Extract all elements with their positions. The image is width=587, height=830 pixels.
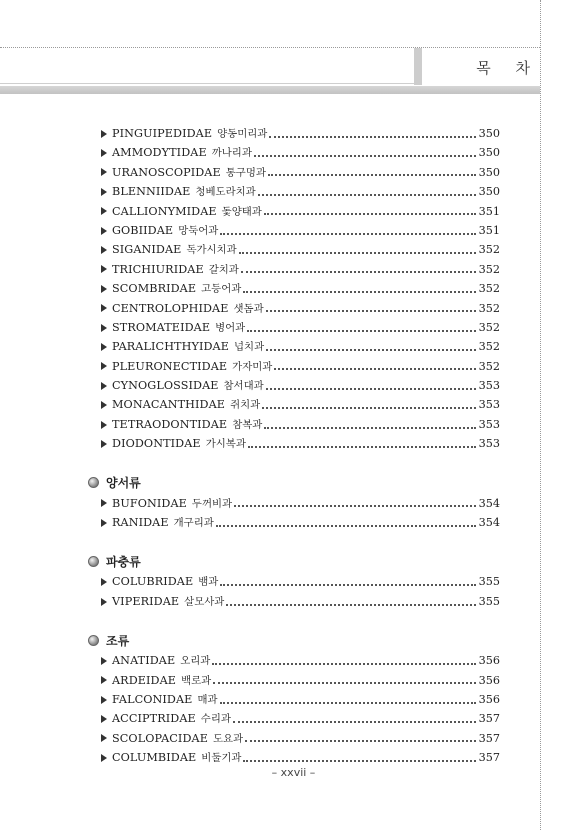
entry-korean-name: 넙치과 — [234, 341, 265, 354]
entry-page-number: 351 — [478, 223, 500, 237]
dot-leader — [262, 407, 476, 409]
entry-page-number: 354 — [478, 496, 500, 510]
entry-family-name: SIGANIDAE — [112, 243, 182, 257]
dot-leader — [258, 194, 476, 196]
entry-family-name: PINGUIPEDIDAE — [112, 127, 213, 140]
triangle-bullet-icon — [101, 246, 107, 254]
dot-leader — [247, 330, 476, 332]
dot-leader — [226, 604, 476, 606]
header-tab — [414, 48, 422, 85]
toc-entry[interactable] — [100, 221, 500, 240]
triangle-bullet-icon — [101, 130, 107, 138]
entry-family-name: SCOLOPACIDAE — [112, 731, 208, 745]
entry-page-number: 353 — [478, 398, 500, 412]
dot-leader — [213, 682, 476, 684]
toc-entry[interactable] — [100, 182, 500, 201]
entry-korean-name: 고등어과 — [201, 283, 242, 296]
entry-family-name: CENTROLOPHIDAE — [112, 301, 229, 315]
entry-family-name: FALCONIDAE — [112, 692, 193, 706]
entry-korean-name: 수리과 — [200, 713, 231, 726]
entry-korean-name: 청베도라치과 — [195, 186, 256, 199]
triangle-bullet-icon — [101, 715, 107, 723]
entry-korean-name: 양동미리과 — [217, 128, 268, 140]
section-bullet-icon — [88, 635, 99, 646]
toc-entry[interactable] — [100, 709, 500, 728]
entry-family-name: GOBIIDAE — [112, 223, 174, 237]
entry-korean-name: 망둑어과 — [178, 224, 219, 237]
triangle-bullet-icon — [101, 207, 107, 215]
dot-leader — [264, 213, 476, 215]
entry-korean-name: 참서대과 — [223, 380, 264, 393]
triangle-bullet-icon — [101, 598, 107, 606]
entry-korean-name: 개구리과 — [173, 517, 214, 530]
dot-leader — [254, 155, 476, 157]
entry-family-name: VIPERIDAE — [112, 594, 180, 608]
entry-family-name: AMMODYTIDAE — [112, 146, 207, 160]
toc-group — [100, 629, 500, 767]
toc-group — [100, 472, 500, 533]
dot-leader — [212, 663, 476, 665]
dot-leader — [248, 446, 476, 448]
entry-page-number: 353 — [478, 437, 500, 451]
entry-page-number: 353 — [478, 417, 500, 431]
toc-entry[interactable] — [100, 143, 500, 162]
entry-page-number: 350 — [478, 185, 500, 199]
entry-page-number: 350 — [478, 127, 500, 140]
entry-family-name: ACCIPTRIDAE — [112, 712, 196, 726]
entry-page-number: 357 — [478, 731, 500, 745]
triangle-bullet-icon — [101, 578, 107, 586]
triangle-bullet-icon — [101, 734, 107, 742]
toc-entry[interactable] — [100, 163, 500, 182]
section-title: 양서류 — [106, 476, 141, 491]
entry-korean-name: 갈치과 — [208, 263, 239, 276]
entry-korean-name: 참복과 — [232, 418, 263, 431]
entry-korean-name: 병어과 — [215, 321, 246, 334]
entry-family-name: BLENNIIDAE — [112, 185, 191, 199]
toc-entry[interactable] — [100, 434, 500, 453]
triangle-bullet-icon — [101, 676, 107, 684]
toc-entry[interactable] — [100, 651, 500, 670]
entry-page-number: 352 — [478, 359, 500, 373]
entry-family-name: TRICHIURIDAE — [112, 262, 204, 276]
triangle-bullet-icon — [101, 696, 107, 704]
toc-entry[interactable] — [100, 318, 500, 337]
entry-family-name: CYNOGLOSSIDAE — [112, 379, 219, 393]
dot-leader — [266, 388, 476, 390]
section-bullet-icon — [88, 477, 99, 488]
entry-page-number: 350 — [478, 165, 500, 179]
toc-entry[interactable] — [100, 124, 500, 143]
entry-page-number: 352 — [478, 320, 500, 334]
dot-leader — [243, 291, 476, 293]
entry-korean-name: 통구멍과 — [225, 166, 266, 179]
toc-entry[interactable] — [100, 240, 500, 259]
section-heading — [88, 550, 500, 572]
section-title: 조류 — [106, 633, 130, 648]
entry-korean-name: 도요과 — [212, 732, 244, 745]
toc-entry[interactable] — [100, 299, 500, 318]
toc-entry[interactable] — [100, 415, 500, 434]
triangle-bullet-icon — [101, 499, 107, 507]
triangle-bullet-icon — [101, 188, 107, 196]
toc-entry[interactable] — [100, 357, 500, 376]
triangle-bullet-icon — [101, 754, 107, 762]
toc-entry[interactable] — [100, 337, 500, 356]
entry-page-number: 352 — [478, 340, 500, 354]
triangle-bullet-icon — [101, 519, 107, 527]
dot-leader — [241, 271, 476, 273]
dot-leader — [243, 760, 476, 762]
entry-page-number: 352 — [478, 301, 500, 315]
entry-page-number: 351 — [478, 204, 500, 218]
triangle-bullet-icon — [101, 343, 107, 351]
triangle-bullet-icon — [101, 421, 107, 429]
entry-korean-name: 두꺼비과 — [191, 497, 233, 510]
toc-entry[interactable] — [100, 592, 500, 611]
toc-entry[interactable] — [100, 748, 500, 767]
entry-korean-name: 오리과 — [180, 655, 211, 668]
table-of-contents — [100, 124, 500, 768]
entry-korean-name: 샛돔과 — [233, 302, 264, 315]
header-bar — [0, 86, 540, 94]
triangle-bullet-icon — [101, 168, 107, 176]
entry-page-number: 356 — [478, 673, 500, 687]
entry-family-name: PARALICHTHYIDAE — [112, 340, 229, 354]
toc-entry[interactable] — [100, 513, 500, 532]
page-number: – xxvii – — [271, 766, 316, 779]
triangle-bullet-icon — [101, 382, 107, 390]
entry-family-name: COLUMBIDAE — [112, 751, 197, 765]
toc-entry[interactable] — [100, 395, 500, 414]
toc-entry[interactable] — [100, 202, 500, 221]
entry-korean-name: 독가시치과 — [186, 244, 237, 257]
section-bullet-icon — [88, 556, 99, 567]
triangle-bullet-icon — [101, 324, 107, 332]
entry-page-number: 352 — [478, 243, 500, 257]
triangle-bullet-icon — [101, 149, 107, 157]
entry-korean-name: 백로과 — [181, 674, 212, 687]
toc-entry[interactable] — [100, 260, 500, 279]
dot-leader — [274, 368, 476, 370]
entry-korean-name: 쥐치과 — [230, 399, 261, 412]
section-heading — [88, 472, 500, 494]
entry-korean-name: 가자미과 — [232, 360, 273, 373]
entry-korean-name: 가시복과 — [205, 438, 246, 451]
dot-leader — [239, 252, 476, 254]
entry-family-name: TETRAODONTIDAE — [112, 417, 228, 431]
entry-page-number: 356 — [478, 692, 500, 706]
toc-entry[interactable] — [100, 690, 500, 709]
dot-leader — [268, 174, 476, 176]
triangle-bullet-icon — [101, 401, 107, 409]
triangle-bullet-icon — [101, 657, 107, 665]
triangle-bullet-icon — [101, 265, 107, 273]
entry-family-name: DIODONTIDAE — [112, 437, 201, 451]
triangle-bullet-icon — [101, 227, 107, 235]
dot-leader — [264, 427, 476, 429]
entry-korean-name: 까나리과 — [211, 147, 252, 160]
dot-leader — [266, 310, 476, 312]
section-heading — [88, 629, 500, 651]
toc-entry[interactable] — [100, 572, 500, 591]
entry-korean-name: 매과 — [197, 693, 218, 706]
toc-entry[interactable] — [100, 729, 500, 748]
entry-family-name: BUFONIDAE — [112, 496, 187, 510]
dot-leader — [245, 740, 476, 742]
entry-family-name: ARDEIDAE — [112, 673, 177, 687]
entry-page-number: 355 — [478, 575, 500, 589]
entry-page-number: 356 — [478, 654, 500, 668]
dot-leader — [216, 525, 476, 527]
triangle-bullet-icon — [101, 304, 107, 312]
toc-entry[interactable] — [100, 494, 500, 513]
dot-leader — [220, 233, 476, 235]
entry-page-number: 354 — [478, 516, 500, 530]
entry-family-name: CALLIONYMIDAE — [112, 204, 217, 218]
entry-page-number: 352 — [478, 262, 500, 276]
entry-family-name: ANATIDAE — [112, 654, 176, 668]
page-edge-vertical — [540, 0, 541, 830]
entry-page-number: 352 — [478, 282, 500, 296]
entry-family-name: COLUBRIDAE — [112, 575, 194, 589]
dot-leader — [220, 584, 476, 586]
page-title: 목 차 — [476, 59, 540, 77]
entry-page-number: 350 — [478, 146, 500, 160]
entry-page-number: 357 — [478, 712, 500, 726]
dot-leader — [234, 505, 476, 507]
entry-korean-name: 뱀과 — [198, 576, 219, 589]
dot-leader — [266, 349, 476, 351]
toc-group — [100, 124, 500, 454]
entry-family-name: URANOSCOPIDAE — [112, 165, 221, 179]
entry-family-name: STROMATEIDAE — [112, 320, 211, 334]
toc-group — [100, 550, 500, 611]
triangle-bullet-icon — [101, 440, 107, 448]
toc-entry[interactable] — [100, 671, 500, 690]
entry-korean-name: 살모사과 — [184, 595, 225, 608]
entry-page-number: 355 — [478, 594, 500, 608]
entry-family-name: SCOMBRIDAE — [112, 282, 197, 296]
entry-family-name: RANIDAE — [112, 516, 169, 530]
entry-korean-name: 돛양태과 — [221, 205, 262, 218]
entry-korean-name: 비둘기과 — [201, 752, 242, 765]
triangle-bullet-icon — [101, 362, 107, 370]
entry-page-number: 353 — [478, 379, 500, 393]
toc-entry[interactable] — [100, 279, 500, 298]
section-title: 파충류 — [106, 554, 141, 569]
dot-leader — [233, 721, 476, 723]
dot-leader — [269, 136, 476, 138]
entry-page-number: 357 — [478, 751, 500, 765]
toc-entry[interactable] — [100, 376, 500, 395]
dot-leader — [220, 702, 476, 704]
header-box — [0, 48, 414, 84]
triangle-bullet-icon — [101, 285, 107, 293]
entry-family-name: MONACANTHIDAE — [112, 398, 226, 412]
entry-family-name: PLEURONECTIDAE — [112, 359, 228, 373]
